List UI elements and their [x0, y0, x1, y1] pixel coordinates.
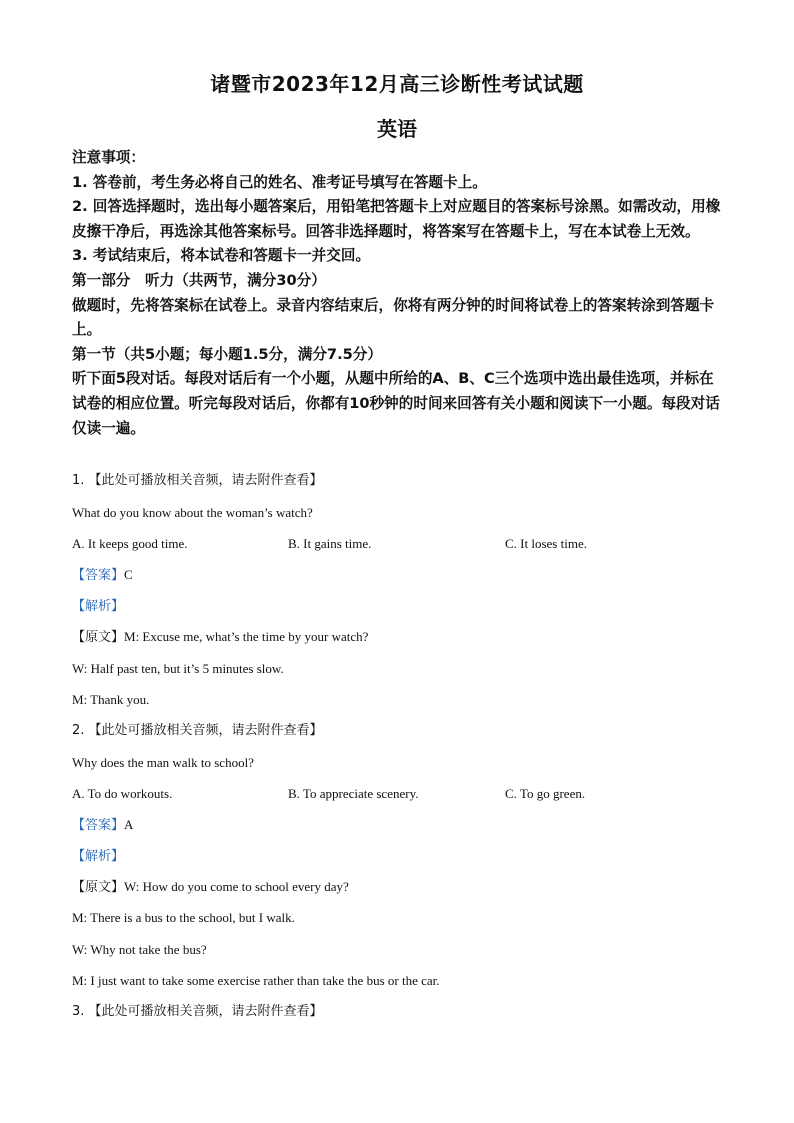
original-tag: 【原文】 [72, 630, 125, 645]
q1-option-c: C. It loses time. [505, 536, 587, 551]
section1-heading: 第一节（共5小题；每小题1.5分，满分7.5分） [72, 345, 382, 363]
original-tag: 【原文】 [72, 880, 125, 895]
section1-instruction: 听下面5段对话。每段对话后有一个小题，从题中所给的A、B、C三个选项中选出最佳选项，并标在试卷的相应位置。听完每段对话后，你都有10秒钟的时间来回答有关小题和阅读下一小题。每段对话仅读一遍。 [72, 370, 720, 437]
q2-transcript-line-1: 【原文】W: How do you come to school every day? [72, 879, 349, 895]
answer-tag: 【答案】 [72, 568, 125, 583]
notes-section [72, 146, 722, 441]
q2-option-b: B. To appreciate scenery. [288, 786, 419, 801]
exam-title: 诸暨市2023年12月高三诊断性考试试题 [210, 72, 584, 96]
answer-value: A [124, 817, 134, 832]
q1-answer [72, 567, 133, 584]
q3-audio-note: 3. 【此处可播放相关音频，请去附件查看】 [72, 1004, 323, 1019]
answer-value: C [124, 567, 133, 582]
q2-transcript-line-3: W: Why not take the bus? [72, 942, 207, 957]
q2-option-c: C. To go green. [505, 786, 586, 801]
q1-option-a: A. It keeps good time. [72, 536, 188, 551]
q2-answer [72, 817, 133, 834]
q2-audio-note: 2. 【此处可播放相关音频，请去附件查看】 [72, 723, 323, 738]
q2-transcript-line-4: M: I just want to take some exercise rather than take the bus or the car. [72, 973, 440, 988]
part1-heading: 第一部分 听力（共两节，满分30分） [72, 271, 326, 289]
part1-instruction: 做题时，先将答案标在试卷上。录音内容结束后，你将有两分钟的时间将试卷上的答案转涂到答题卡上。 [72, 296, 715, 339]
q1-analysis [72, 598, 124, 615]
q1-transcript-line-3: M: Thank you. [72, 692, 150, 707]
q1-transcript-line-2: W: Half past ten, but it’s 5 minutes slow. [72, 661, 284, 676]
analysis-tag: 【解析】 [72, 599, 125, 614]
note-item-2: 2. 回答选择题时，选出每小题答案后，用铅笔把答题卡上对应题目的答案标号涂黑。如需改动，用橡皮擦干净后，再选涂其他答案标号。回答非选择题时，将答案写在答题卡上，写在本试卷上无效。 [72, 198, 721, 240]
q1-transcript-line-1: 【原文】M: Excuse me, what’s the time by your watch? [72, 629, 369, 645]
note-item-1: 1. 答卷前，考生务必将自己的姓名、准考证号填写在答题卡上。 [72, 173, 487, 191]
note-item-3: 3. 考试结束后，将本试卷和答题卡一并交回。 [72, 247, 371, 265]
notes-heading: 注意事项： [72, 149, 145, 166]
q2-option-a: A. To do workouts. [72, 786, 173, 801]
q1-audio-note: 1. 【此处可播放相关音频，请去附件查看】 [72, 473, 323, 488]
q2-stem: Why does the man walk to school? [72, 755, 254, 770]
q1-stem: What do you know about the woman’s watch? [72, 505, 313, 520]
analysis-tag: 【解析】 [72, 849, 125, 864]
q2-transcript-line-2: M: There is a bus to the school, but I walk. [72, 910, 295, 925]
q1-option-b: B. It gains time. [288, 536, 372, 551]
answer-tag: 【答案】 [72, 818, 125, 833]
exam-subject: 英语 [377, 117, 417, 141]
q2-analysis [72, 848, 124, 865]
